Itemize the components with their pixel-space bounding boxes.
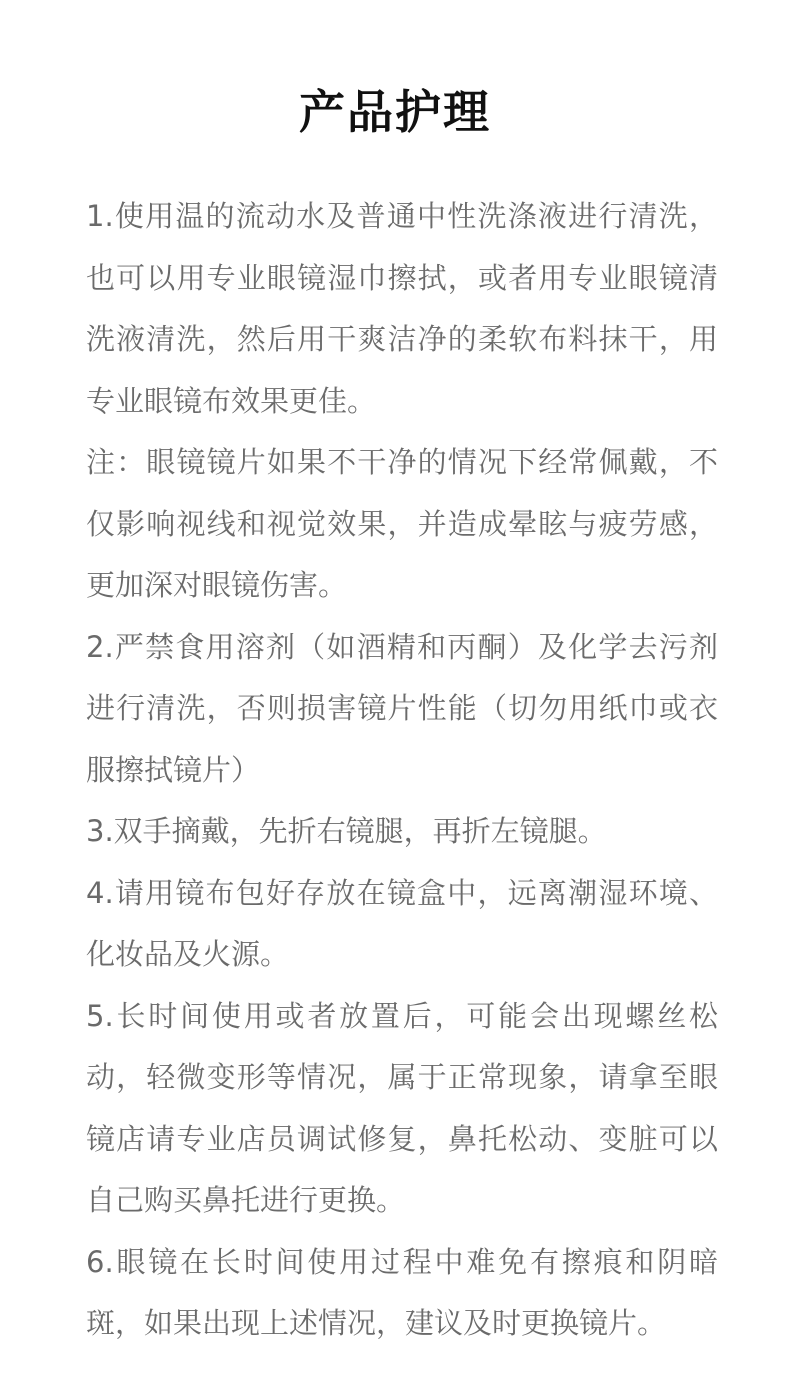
page-title: 产品护理 <box>299 85 491 139</box>
care-item-4: 4.请用镜布包好存放在镜盒中，远离潮湿环境、化妆品及火源。 <box>86 875 718 971</box>
care-instructions <box>86 186 718 1355</box>
care-item-5: 5.长时间使用或者放置后，可能会出现螺丝松动，轻微变形等情况，属于正常现象，请拿至眼镜店请专业店员调试修复，鼻托松动、变脏可以自己购买鼻托进行更换。 <box>86 998 718 1217</box>
care-item-1: 1.使用温的流动水及普通中性洗涤液进行清洗，也可以用专业眼镜湿巾擦拭，或者用专业眼镜清洗液清洗，然后用干爽洁净的柔软布料抹干，用专业眼镜布效果更佳。 <box>86 199 718 418</box>
care-item-3: 3.双手摘戴，先折右镜腿，再折左镜腿。 <box>86 814 607 848</box>
care-note: 注：眼镜镜片如果不干净的情况下经常佩戴，不仅影响视线和视觉效果，并造成晕眩与疲劳感，更加深对眼镜伤害。 <box>86 445 718 602</box>
care-item-6: 6.眼镜在长时间使用过程中难免有擦痕和阴暗斑，如果出现上述情况，建议及时更换镜片。 <box>86 1244 718 1340</box>
care-item-2: 2.严禁食用溶剂（如酒精和丙酮）及化学去污剂进行清洗，否则损害镜片性能（切勿用纸巾或衣服擦拭镜片） <box>86 629 718 787</box>
